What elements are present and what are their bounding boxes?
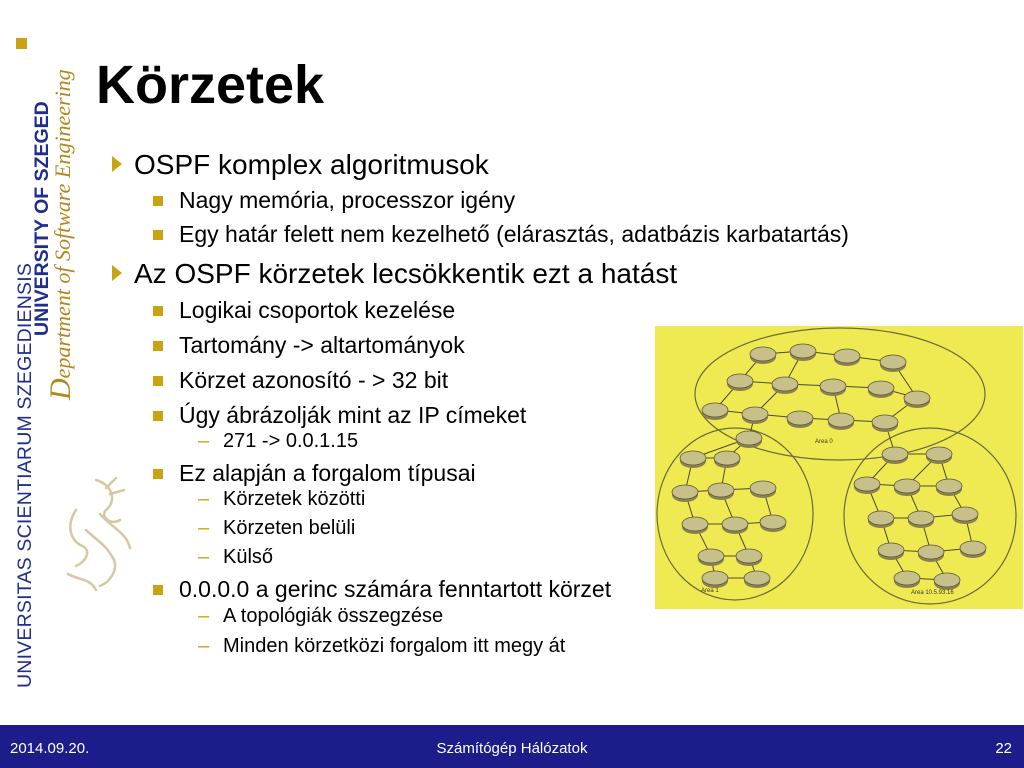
router-top [828,413,854,427]
router-top [834,349,860,363]
router-top [790,344,816,358]
router-top [702,403,728,417]
router-top [868,511,894,525]
router-top [880,355,906,369]
footer-page-number: 22 [995,740,1012,757]
router-top [820,379,846,393]
bullet-level2: Ez alapján a forgalom típusai [152,463,868,484]
area-label: Area 1 [701,588,719,594]
router-top [904,391,930,405]
router-top [936,479,962,493]
router-top [894,571,920,585]
router-top [772,377,798,391]
router-top [882,447,908,461]
bullet-level2: Nagy memória, processzor igény [152,190,868,211]
router-top [727,374,753,388]
department-rest: epartment of Software Engineering [50,69,75,379]
router-top [672,485,698,499]
router-top [750,347,776,361]
bullet-level1: OSPF komplex algoritmusok [108,148,868,182]
network-diagram-photo [655,326,1023,609]
router-top [682,517,708,531]
bullet-level2: Egy határ felett nem kezelhető (elárasztás, adatbázis karbatartás) [152,224,868,245]
router-top [960,541,986,555]
router-top [918,545,944,559]
bullet-level3: – 271 -> 0.0.1.15 [198,428,868,454]
footer-date: 2014.09.20. [10,740,90,757]
department-name [44,69,78,400]
router-top [742,407,768,421]
router-top [736,549,762,563]
bullet-level2: Körzet azonosító - > 32 bit [152,370,868,391]
slide-title: Körzetek [96,55,325,115]
router-top [878,543,904,557]
bullet-level2: Úgy ábrázolják mint az IP címeket [152,405,868,426]
router-top [760,515,786,529]
router-top [872,415,898,429]
router-top [908,511,934,525]
footer-bar [0,725,1024,768]
router-top [702,571,728,585]
router-top [714,451,740,465]
university-latin-name: UNIVERSITAS SCIENTIARUM SZEGEDIENSIS [14,262,36,688]
department-initial: D [44,378,77,400]
bullet-level2: 0.0.0.0 a gerinc számára fenntartott körzet [152,579,868,600]
router-top [736,431,762,445]
area-label: Area 10.5.93.16 [911,590,954,596]
router-top [934,573,960,587]
bullet-level3: – A topológiák összegzése [198,603,868,629]
router-top [680,451,706,465]
bullet-level3: – Külső [198,544,868,570]
bullet-level3: – Minden körzetközi forgalom itt megy át [198,633,868,659]
router-top [854,477,880,491]
router-top [926,447,952,461]
bullet-level3: – Körzetek közötti [198,486,868,512]
router-top [952,507,978,521]
router-top [722,517,748,531]
router-top [698,549,724,563]
router-top [787,411,813,425]
router-top [744,571,770,585]
bullet-level3: – Körzeten belüli [198,515,868,541]
bullet-level2: Logikai csoportok kezelése [152,300,868,321]
area-label: Area 0 [815,439,833,445]
footer-title: Számítógép Hálózatok [436,740,588,757]
router-top [894,479,920,493]
router-top [708,483,734,497]
router-top [868,381,894,395]
university-english-name: UNIVERSITY OF SZEGED [31,101,53,336]
router-top [750,481,776,495]
bullet-level1: Az OSPF körzetek lecsökkentik ezt a hatást [108,257,868,291]
bullet-level2: Tartomány -> altartományok [152,335,868,356]
accent-square [16,38,27,49]
